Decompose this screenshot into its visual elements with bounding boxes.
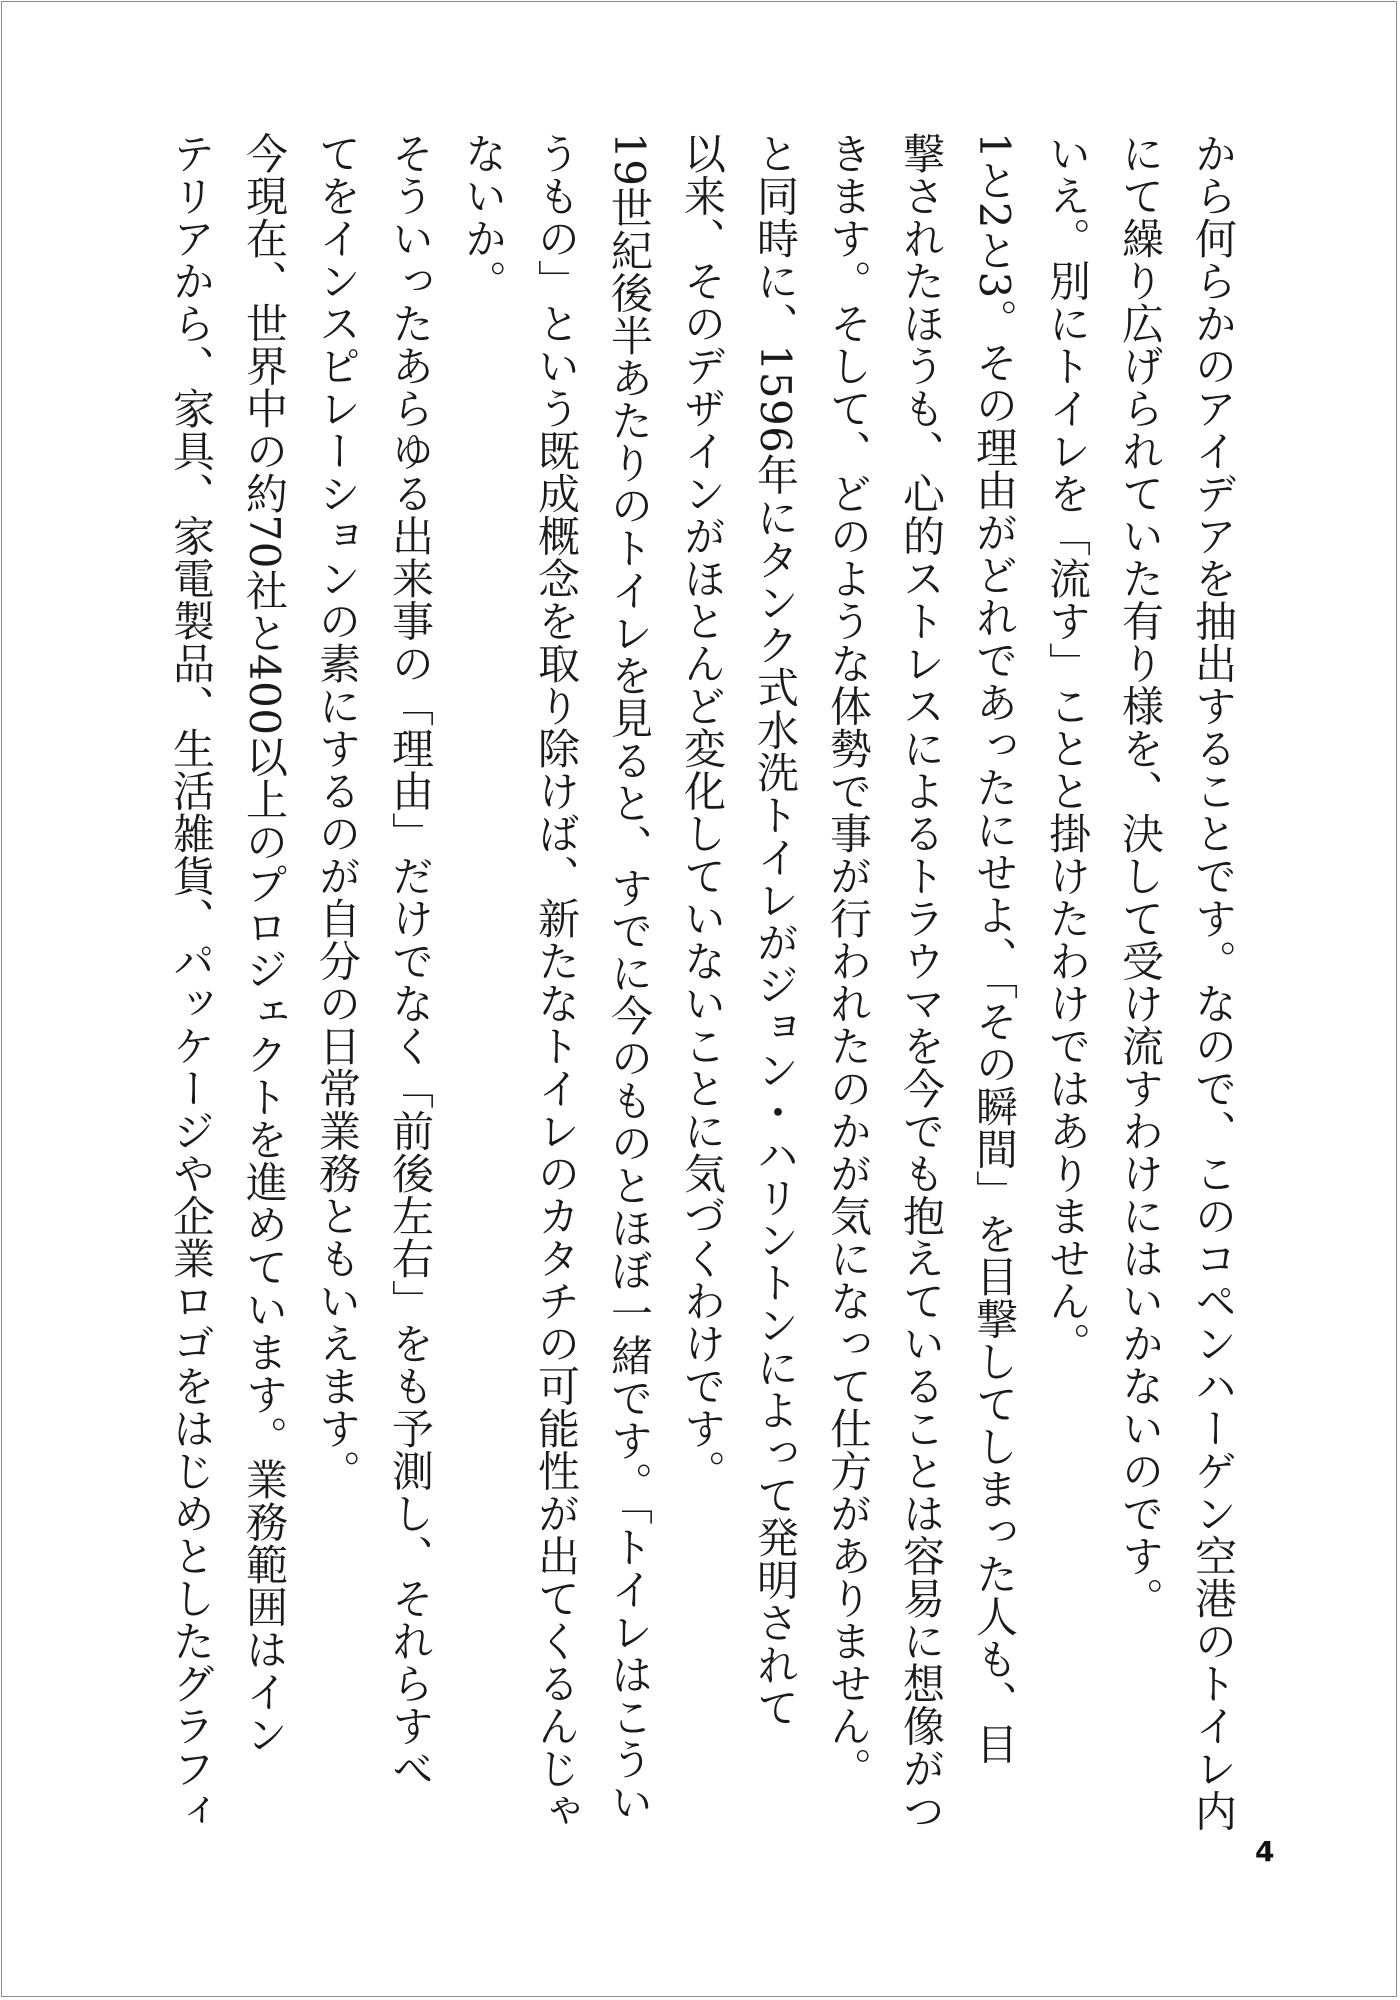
- page-number: 4: [1255, 1835, 1275, 1868]
- text-line: と同時に、1596年にタンク式水洗トイレがジョン・ハリントンによって発明されて: [751, 132, 800, 1729]
- text-line: テリアから、家具、家電製品、生活雑貨、パッケージや企業ロゴをはじめとしたグラフィ: [167, 132, 216, 1832]
- text-line: 19世紀後半あたりのトイレを見ると、すでに今のものとほぼ一緒です。「トイレはこうい: [605, 132, 654, 1823]
- text-line: 今現在、世界中の約70社と400以上のプロジェクトを進めています。業務範囲はイン: [240, 132, 289, 1756]
- vertical-text-body: [150, 132, 1250, 1832]
- text-line: 1と2と3。その理由がどれであったにせよ、「その瞬間」を目撃してしまった人も、目: [970, 132, 1019, 1766]
- text-line: いえ。別にトイレを「流す」ことと掛けたわけではありません。: [1043, 132, 1092, 1365]
- text-line: にて繰り広げられていた有り様を、決して受け流すわけにはいかないのです。: [1116, 132, 1165, 1620]
- text-line: きます。そして、どのような体勢で事が行われたのかが気になって仕方がありません。: [824, 132, 873, 1790]
- text-line: そういったあらゆる出来事の「理由」だけでなく「前後左右」をも予測し、それらすべ: [386, 132, 435, 1790]
- text-line: から何らかのアイデアを抽出することです。なので、このコペンハーゲン空港のトイレ内: [1189, 132, 1238, 1832]
- text-line: 撃されたほうも、心的ストレスによるトラウマを今でも抱えていることは容易に想像がつ: [897, 132, 946, 1832]
- text-line: うもの」という既成概念を取り除けば、新たなトイレのカタチの可能性が出てくるんじゃ: [532, 132, 581, 1832]
- text-line: ないか。: [459, 132, 508, 302]
- text-line: 以来、そのデザインがほとんど変化していないことに気づくわけです。: [678, 132, 727, 1492]
- text-line: てをインスピレーションの素にするのが自分の日常業務ともいえます。: [313, 132, 362, 1492]
